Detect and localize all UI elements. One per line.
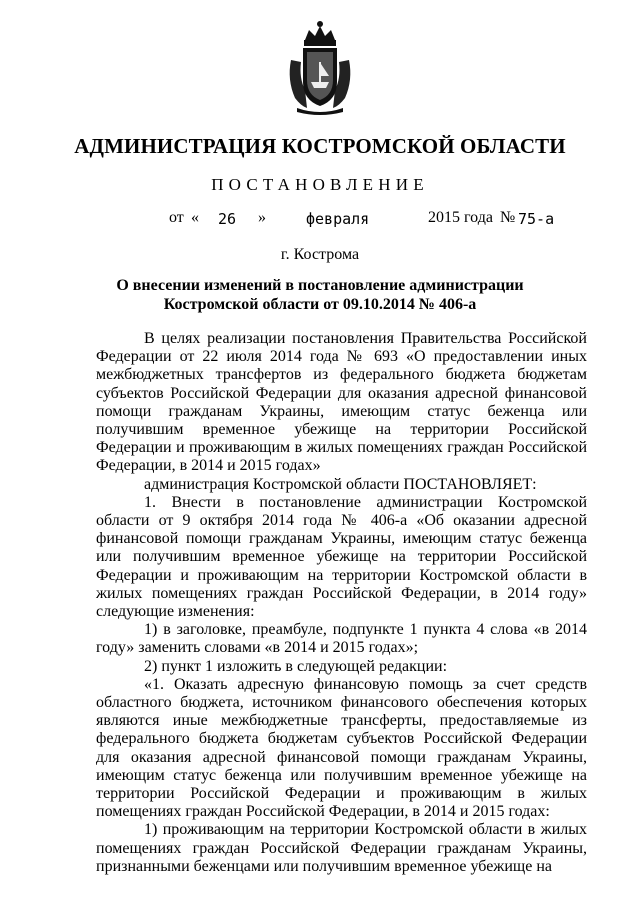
coat-of-arms-emblem bbox=[285, 20, 355, 116]
body-paragraph: администрация Костромской области ПОСТАНОВЛЯЕТ: bbox=[144, 475, 537, 493]
date-from: от bbox=[169, 209, 184, 226]
city-name: г. Кострома bbox=[280, 246, 360, 263]
body-paragraph: В целях реализации постановления Правительства Российской Федерации от 22 июля 2014 года № 693 «О предоставлении иных межбюджетных трансфертов из федерального бюджета бюджетам субъектов Российской Федерации для оказания адресной финансовой помощи гражданам Украины, имеющим статус беженца или получившим временное убежище на территории Российской Федерации и проживающим в жилых помещениях граждан Российской Федерации, в 2014 и 2015 годах» bbox=[96, 330, 587, 475]
body-paragraph: 2) пункт 1 изложить в следующей редакции: bbox=[144, 657, 448, 675]
document-heading bbox=[0, 276, 640, 314]
date-close-quote: » bbox=[258, 209, 266, 226]
date-year: 2015 года bbox=[428, 209, 493, 226]
document-type: ПОСТАНОВЛЕНИЕ bbox=[211, 175, 429, 194]
heading-line-2: Костромской области от 09.10.2014 № 406-а bbox=[163, 296, 477, 313]
body-paragraph: 1. Внести в постановление администрации Костромской области от 9 октября 2014 года № 406-а «Об оказании адресной финансовой помощи гражданам Украины, имеющим статус беженца или получившим временное убежище на территории Российской Федерации и проживающим на территории Костромской области в жилых помещениях граждан Российской Федерации, в 2014 году» следующие изменения: bbox=[96, 493, 587, 621]
document-number: 75-а bbox=[518, 210, 555, 228]
document-body bbox=[96, 330, 587, 876]
date-line bbox=[0, 209, 640, 231]
date-day: 26 bbox=[218, 210, 237, 228]
date-open-quote: « bbox=[191, 209, 199, 226]
date-month: февраля bbox=[306, 210, 370, 228]
heading-line-1: О внесении изменений в постановление администрации bbox=[116, 277, 524, 294]
organization-title: АДМИНИСТРАЦИЯ КОСТРОМСКОЙ ОБЛАСТИ bbox=[74, 134, 566, 158]
body-paragraph: 1) в заголовке, преамбуле, подпункте 1 пункта 4 слова «в 2014 году» заменить словами «в 2014 и 2015 годах»; bbox=[96, 621, 587, 657]
body-paragraph: «1. Оказать адресную финансовую помощь за счет средств областного бюджета, источником финансового обеспечения которых являются иные межбюджетные трансферты, предоставляемые из федерального бюджета бюджетам субъектов Российской Федерации для оказания адресной финансовой помощи гражданам Украины, имеющим статус беженца или получившим временное убежище на территории Российской Федерации и проживающим в жилых помещениях граждан Российской Федерации, в 2014 и 2015 годах: bbox=[96, 675, 587, 821]
body-paragraph: 1) проживающим на территории Костромской области в жилых помещениях граждан Российской Федерации гражданам Украины, признанными беженцами или получившим временное убежище на bbox=[96, 821, 587, 875]
number-label: № bbox=[500, 209, 516, 226]
